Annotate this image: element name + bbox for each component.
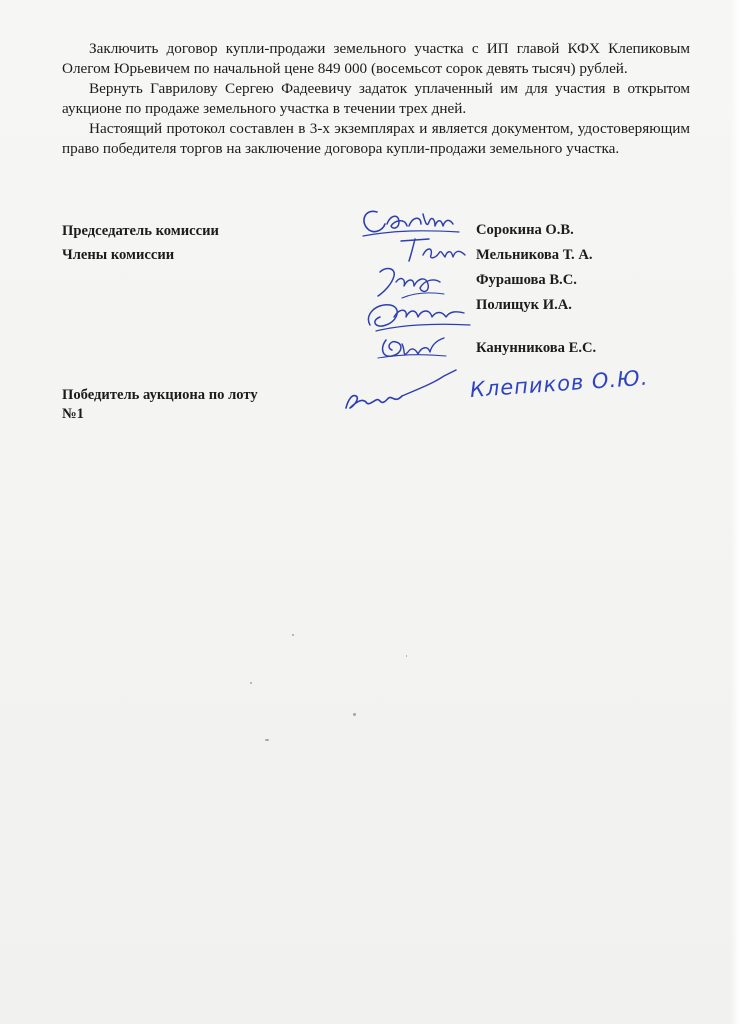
member-1-signature-icon (395, 233, 475, 265)
scan-speck (406, 655, 407, 657)
member-4-signature-icon (372, 330, 452, 366)
winner-signature-icon (340, 364, 465, 416)
scan-speck (292, 634, 294, 636)
paragraph-deposit-return: Вернуть Гаврилову Сергею Фадеевичу задаток уплаченный им для участия в открытом аукционе по продаже земельного участка в течении трех дней. (62, 80, 690, 117)
member-name-3: Полищук И.А. (476, 297, 572, 313)
scan-speck (250, 682, 252, 684)
winner-handwritten-name: Клепиков О.Ю. (469, 365, 650, 402)
paragraph-copies: Настоящий протокол составлен в 3-х экземплярах и является документом, удостоверяющим право победителя торгов на заключение договора купли-продажи земельного участка. (62, 120, 690, 157)
protocol-body (62, 39, 690, 160)
member-name-1: Мельникова Т. А. (476, 247, 593, 263)
member-name-4: Канунникова Е.С. (476, 340, 597, 356)
member-name-2: Фурашова В.С. (476, 272, 577, 288)
scan-speck (265, 739, 269, 741)
members-label: Члены комиссии (62, 247, 175, 263)
page-edge (730, 0, 744, 1024)
scan-speck (353, 713, 356, 716)
chair-name: Сорокина О.В. (476, 222, 574, 238)
paragraph-contract: Заключить договор купли-продажи земельного участка с ИП главой КФХ Клепиковым Олегом Юрьевичем по начальной цене 849 000 (восемьсот сорок девять тысяч) рублей. (62, 40, 690, 77)
winner-label: Победитель аукциона по лоту №1 (62, 387, 258, 422)
chair-label: Председатель комиссии (62, 223, 219, 239)
